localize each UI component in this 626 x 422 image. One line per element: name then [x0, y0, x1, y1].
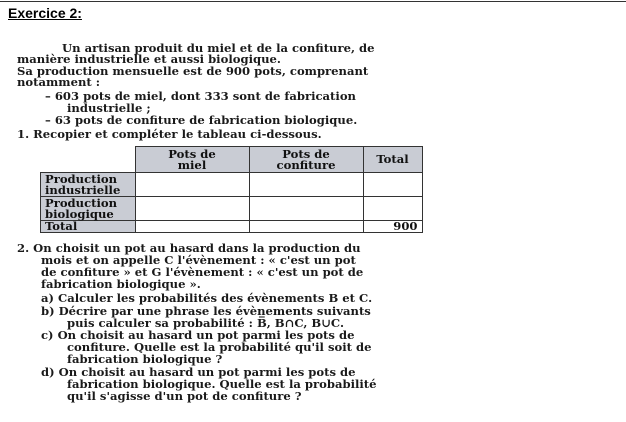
intro-line-4: notamment : [17, 75, 101, 89]
table-corner [41, 147, 136, 173]
intro-line-3: Sa production mensuelle est de 900 pots, comprenant [17, 64, 369, 78]
q2b-line-2: puis calculer sa probabilité : B̅, B∩C, B∪C. [67, 316, 344, 330]
cell-organic-honey [135, 197, 249, 221]
intro-line-2: manière industrielle et aussi biologique. [17, 52, 281, 66]
row-header-industrial: Production industrielle [41, 173, 136, 197]
row-header-total: Total [41, 221, 136, 233]
q2d-line-2: fabrication biologique. Quelle est la probabilité [67, 377, 377, 391]
q2-line-1: 2. On choisit un pot au hasard dans la production du [17, 241, 361, 255]
cell-total-honey [135, 221, 249, 233]
bullet-honey-cont: industrielle ; [67, 101, 151, 115]
q2c-line-2: confiture. Quelle est la probabilité qu'il soit de [67, 340, 372, 354]
q2c-line-3: fabrication biologique ? [67, 352, 223, 366]
cell-grand-total: 900 [363, 221, 422, 233]
cell-industrial-jam [249, 173, 363, 197]
cell-industrial-honey [135, 173, 249, 197]
q2-line-4: fabrication biologique ». [41, 277, 201, 291]
cell-total-jam [249, 221, 363, 233]
top-rule [0, 1, 626, 2]
q2c-line-1: c) On choisit au hasard un pot parmi les pots de [41, 328, 355, 342]
bullet-honey: – 603 pots de miel, dont 333 sont de fabrication [45, 89, 356, 103]
cell-industrial-total [363, 173, 422, 197]
q2a: a) Calculer les probabilités des évènements B et C. [41, 291, 373, 305]
q2-line-2: mois et on appelle C l'évènement : « c'est un pot [41, 253, 356, 267]
bullet-jam: – 63 pots de confiture de fabrication biologique. [45, 113, 358, 127]
question-1: 1. Recopier et compléter le tableau ci-dessous. [17, 127, 322, 141]
col-header-jam: Pots de confiture [249, 147, 363, 173]
q2b-line-1: b) Décrire par une phrase les évènements suivants [41, 304, 371, 318]
q2d-line-1: d) On choisit au hasard un pot parmi les pots de [41, 365, 356, 379]
row-header-organic: Production biologique [41, 197, 136, 221]
q2d-line-3: qu'il s'agisse d'un pot de confiture ? [67, 389, 302, 403]
exercise-title: Exercice 2: [8, 5, 82, 21]
intro-line-1: Un artisan produit du miel et de la confiture, de [62, 41, 375, 55]
cell-organic-total [363, 197, 422, 221]
col-header-total: Total [363, 147, 422, 173]
cell-organic-jam [249, 197, 363, 221]
q2-line-3: de confiture » et G l'évènement : « c'est un pot de [41, 265, 364, 279]
production-table [40, 146, 423, 233]
col-header-honey: Pots de miel [135, 147, 249, 173]
